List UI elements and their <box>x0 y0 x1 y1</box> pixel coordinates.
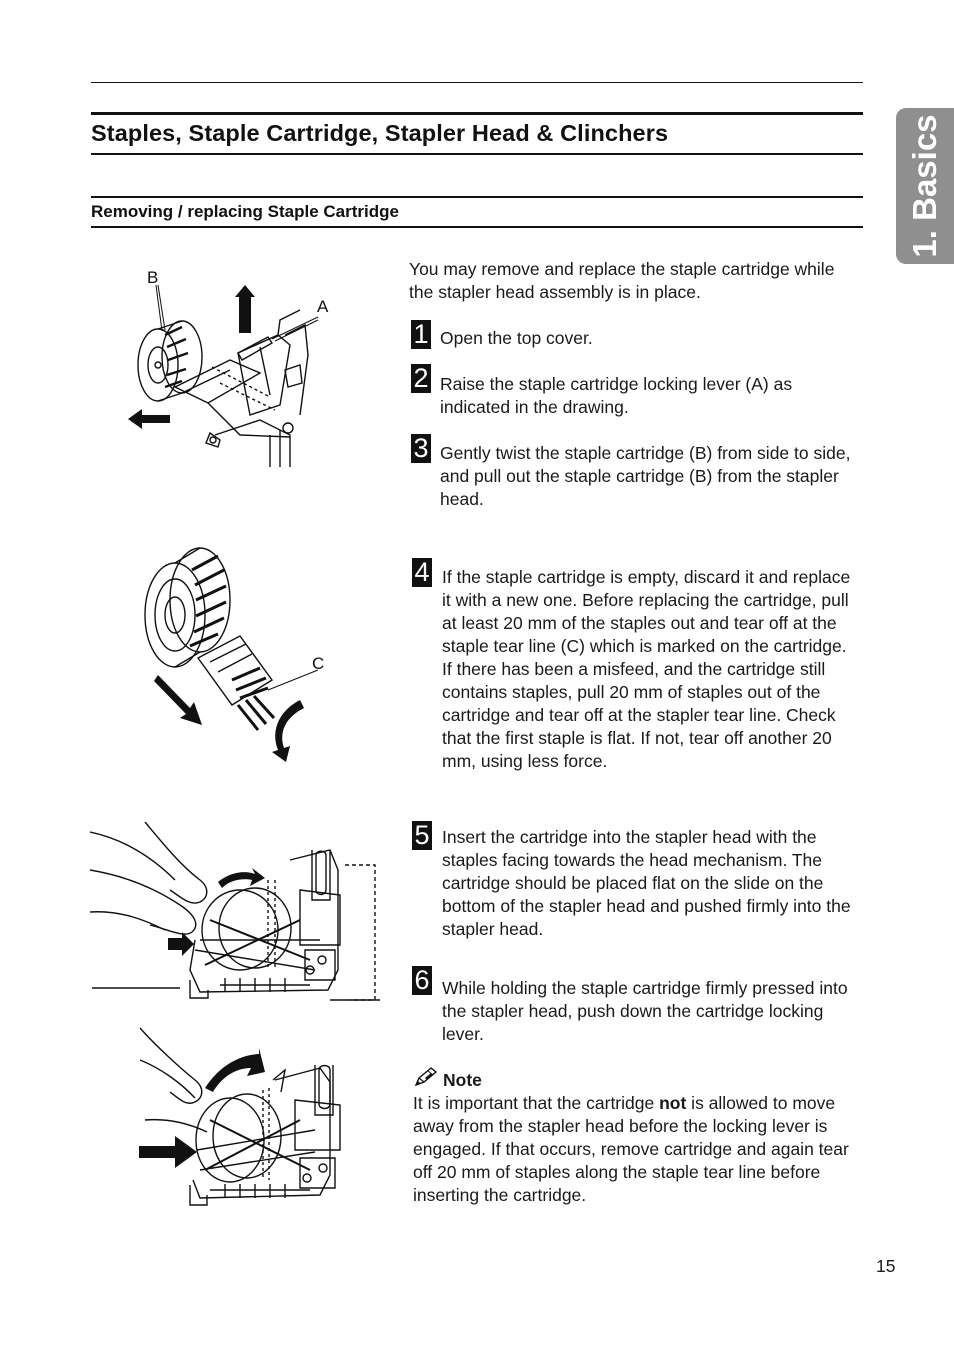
page-number: 15 <box>876 1256 896 1276</box>
subtitle-rule-top <box>91 196 863 198</box>
note-title: Note <box>443 1070 482 1090</box>
pencil-icon <box>413 1066 439 1088</box>
section-subtitle: Removing / replacing Staple Cartridge <box>91 202 399 221</box>
step-text: Raise the staple cartridge locking lever (A) as indicated in the drawing. <box>440 374 793 417</box>
note-text-start: It is important that the cartridge <box>413 1093 660 1113</box>
figure-tear-staples <box>140 540 320 765</box>
figure-remove-cartridge <box>120 265 320 475</box>
step-number: 2 <box>411 364 431 393</box>
figure-insert-cartridge <box>90 820 380 1015</box>
top-rule <box>91 82 863 83</box>
title-rule-top <box>91 112 863 115</box>
step-text: If the staple cartridge is empty, discard it and replace it with a new one. Before replacing the cartridge, pull at least 20 mm of the staples out and tear off at the staple tear line (C) which is marked on the cartridge. If there has been a misfeed, and the cartridge still contains staples, pull 20 mm of staples out of the cartridge and tear off at the stapler tear line. Check that the first staple is flat. If not, tear off another 20 mm, using less force. <box>442 567 851 771</box>
page-title: Staples, Staple Cartridge, Stapler Head & Clinchers <box>91 120 669 146</box>
step-text: Insert the cartridge into the stapler head with the staples facing towards the head mechanism. The cartridge should be placed flat on the slide on the bottom of the stapler head and pushed firmly into the stapler head. <box>442 827 851 939</box>
note-text-end: is allowed to move away from the stapler head before the locking lever is engaged. If that occurs, remove cartridge and again tear off 20 mm of staples along the staple tear line before inserting the cartridge. <box>413 1093 849 1205</box>
note-text-bold: not <box>659 1093 687 1113</box>
figure-label-c: C <box>312 654 325 673</box>
step-number: 3 <box>411 434 431 463</box>
step-text: While holding the staple cartridge firmly pressed into the stapler head, push down the cartridge locking lever. <box>442 978 848 1044</box>
subtitle-rule-bottom <box>91 226 863 228</box>
intro-text: You may remove and replace the staple cartridge while the stapler head assembly is in place. <box>409 259 835 302</box>
figure-label-a: A <box>317 297 329 316</box>
figure-lock-lever <box>135 1020 365 1210</box>
step-number: 6 <box>412 966 432 995</box>
note-text <box>413 1092 863 1207</box>
chapter-tab[interactable] <box>896 108 954 264</box>
chapter-tab-label: 1. Basics <box>906 114 943 258</box>
step-number: 4 <box>412 558 432 587</box>
figure-label-b: B <box>147 268 159 287</box>
title-rule-bottom <box>91 153 863 155</box>
step-text: Gently twist the staple cartridge (B) from side to side, and pull out the staple cartridge (B) from the stapler head. <box>440 443 851 509</box>
step-number: 1 <box>411 320 431 349</box>
step-number: 5 <box>412 821 432 850</box>
step-text: Open the top cover. <box>440 328 593 348</box>
